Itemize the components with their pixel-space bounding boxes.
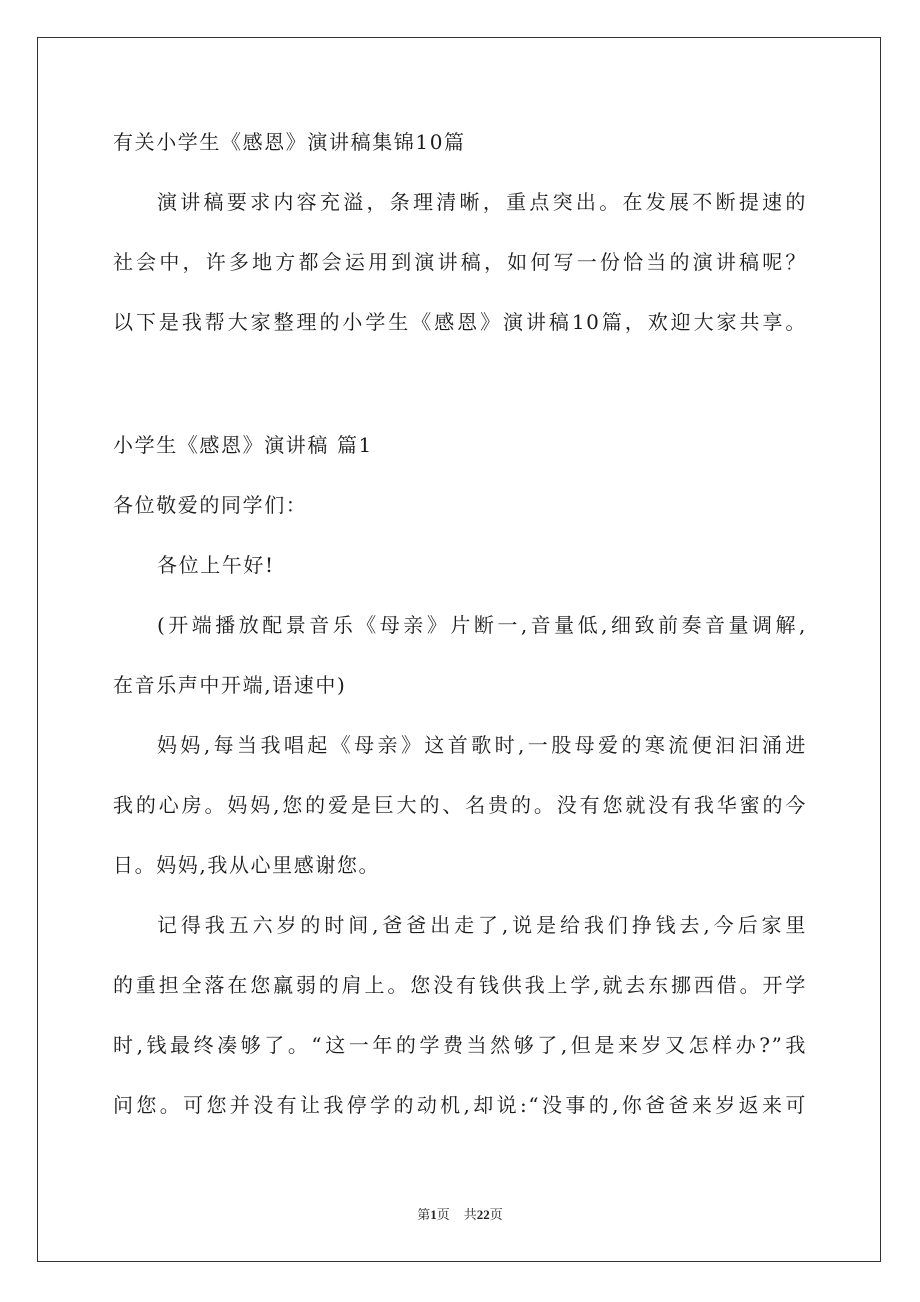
current-page-number: 1 <box>430 1207 437 1222</box>
document-title: 有关小学生《感恩》演讲稿集锦10篇 <box>113 130 466 154</box>
intro-line-1: 演讲稿要求内容充溢，条理清晰，重点突出。在发展不断提速的 <box>157 190 807 214</box>
paragraph1-line-3: 日。妈妈,我从心里感谢您。 <box>113 853 381 877</box>
paragraph2-line-2: 的重担全落在您羸弱的肩上。您没有钱供我上学,就去东挪西借。开学 <box>113 973 807 997</box>
section-heading: 小学生《感恩》演讲稿 篇1 <box>113 433 373 457</box>
greeting: 各位上午好! <box>157 553 275 577</box>
total-page-count: 22 <box>476 1207 490 1222</box>
salutation: 各位敬爱的同学们： <box>113 493 308 517</box>
paragraph2-line-4: 问您。可您并没有让我停学的动机,却说:“没事的,你爸爸来岁返来可 <box>113 1093 807 1117</box>
paragraph2-line-3: 时,钱最终凑够了。“这一年的学费当然够了,但是来岁又怎样办?”我 <box>113 1033 807 1057</box>
paragraph1-line-2: 我的心房。妈妈,您的爱是巨大的、名贵的。没有您就没有我华蜜的今 <box>113 793 807 817</box>
intro-line-2: 社会中，许多地方都会运用到演讲稿，如何写一份恰当的演讲稿呢？ <box>113 250 807 274</box>
stage-direction-line-1: (开端播放配景音乐《母亲》片断一,音量低,细致前奏音量调解, <box>157 613 807 637</box>
total-prefix: 共 <box>463 1207 477 1222</box>
paragraph2-line-1: 记得我五六岁的时间,爸爸出走了,说是给我们挣钱去,今后家里 <box>157 913 807 937</box>
intro-line-3: 以下是我帮大家整理的小学生《感恩》演讲稿10篇，欢迎大家共享。 <box>113 310 807 334</box>
page-border <box>37 37 881 1262</box>
page-suffix: 页 <box>436 1207 450 1222</box>
page-number-footer <box>0 1207 920 1223</box>
paragraph1-line-1: 妈妈,每当我唱起《母亲》这首歌时,一股母爱的寒流便汩汩涌进 <box>157 733 807 757</box>
stage-direction-line-2: 在音乐声中开端,语速中) <box>113 673 347 697</box>
total-suffix: 页 <box>489 1207 503 1222</box>
page-prefix: 第 <box>417 1207 431 1222</box>
